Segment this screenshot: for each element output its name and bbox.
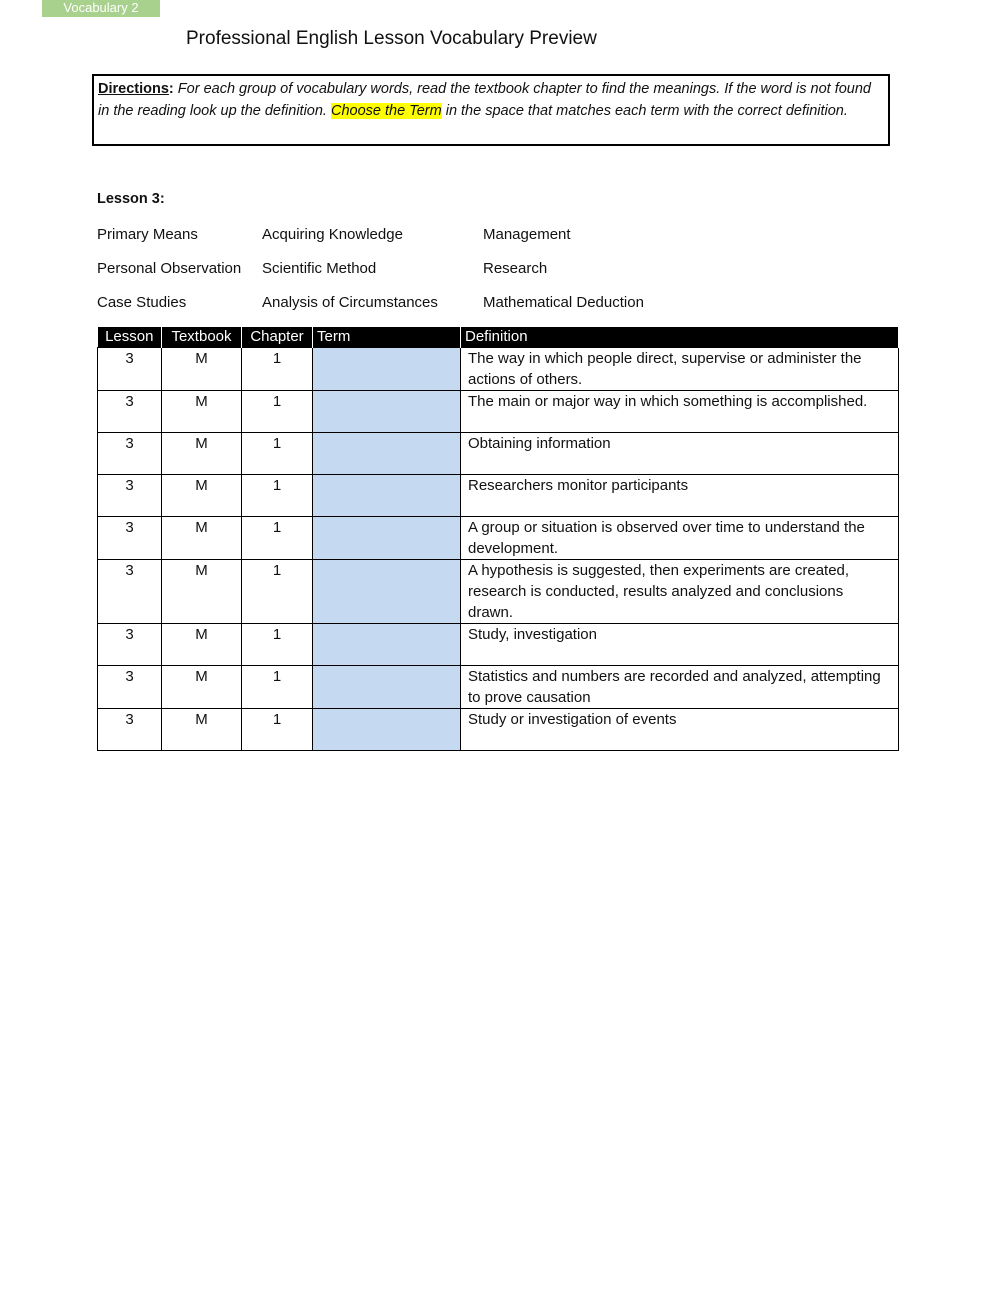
term-input[interactable]: [313, 433, 460, 473]
cell-chapter: 1: [242, 666, 313, 709]
cell-term[interactable]: [313, 348, 461, 391]
cell-term[interactable]: [313, 433, 461, 475]
directions-highlight: Choose the Term: [330, 103, 442, 119]
term-input[interactable]: [313, 391, 460, 431]
table-row: [98, 709, 899, 751]
word-bank-item: Scientific Method: [262, 260, 377, 277]
table-row: [98, 391, 899, 433]
cell-lesson: 3: [98, 517, 162, 560]
cell-term[interactable]: [313, 709, 461, 751]
page-title: Professional English Lesson Vocabulary Preview: [186, 28, 597, 49]
term-input[interactable]: [313, 475, 460, 515]
header-term: Term: [313, 327, 461, 348]
header-lesson: Lesson: [98, 327, 162, 348]
cell-definition: Researchers monitor participants: [461, 475, 899, 517]
word-bank-item: Mathematical Deduction: [483, 294, 644, 311]
directions-box: [92, 74, 890, 146]
worksheet-tab[interactable]: Vocabulary 2: [42, 0, 160, 17]
directions-text: For each group of vocabulary words, read the textbook chapter to find the meanings. If the word is not found in the reading look up the definition.: [98, 81, 871, 119]
cell-definition: Statistics and numbers are recorded and analyzed, attempting to prove causation: [461, 666, 899, 709]
cell-term[interactable]: [313, 391, 461, 433]
cell-lesson: 3: [98, 709, 162, 751]
cell-textbook: M: [162, 666, 242, 709]
cell-definition: Obtaining information: [461, 433, 899, 475]
cell-chapter: 1: [242, 709, 313, 751]
word-bank-item: Case Studies: [97, 294, 187, 311]
cell-definition: A group or situation is observed over time to understand the development.: [461, 517, 899, 560]
cell-lesson: 3: [98, 433, 162, 475]
header-definition: Definition: [461, 327, 899, 348]
lesson-label: Lesson 3:: [97, 191, 165, 207]
cell-term[interactable]: [313, 624, 461, 666]
table-row: [98, 348, 899, 391]
table-row: [98, 624, 899, 666]
term-input[interactable]: [313, 666, 460, 706]
cell-textbook: M: [162, 391, 242, 433]
word-bank-item: Research: [483, 260, 548, 277]
vocabulary-table: [97, 327, 899, 751]
cell-chapter: 1: [242, 475, 313, 517]
cell-textbook: M: [162, 560, 242, 624]
cell-lesson: 3: [98, 348, 162, 391]
word-bank-item: Management: [483, 226, 571, 243]
table-row: [98, 560, 899, 624]
word-bank-item: Primary Means: [97, 226, 198, 243]
cell-chapter: 1: [242, 348, 313, 391]
word-bank-item: Personal Observation: [97, 260, 242, 277]
cell-definition: Study, investigation: [461, 624, 899, 666]
cell-textbook: M: [162, 348, 242, 391]
cell-term[interactable]: [313, 666, 461, 709]
directions-colon: :: [168, 81, 174, 97]
cell-textbook: M: [162, 433, 242, 475]
cell-definition: A hypothesis is suggested, then experiments are created, research is conducted, results analyzed and conclusions drawn.: [461, 560, 899, 624]
cell-term[interactable]: [313, 475, 461, 517]
table-header-row: [98, 327, 899, 348]
directions-label: Directions: [98, 81, 169, 97]
directions-text-end: in the space that matches each term with the correct definition.: [441, 103, 848, 119]
table-row: [98, 666, 899, 709]
cell-term[interactable]: [313, 517, 461, 560]
cell-chapter: 1: [242, 391, 313, 433]
term-input[interactable]: [313, 624, 460, 664]
cell-term[interactable]: [313, 560, 461, 624]
cell-chapter: 1: [242, 433, 313, 475]
table-row: [98, 517, 899, 560]
cell-chapter: 1: [242, 517, 313, 560]
term-input[interactable]: [313, 709, 460, 749]
cell-definition: Study or investigation of events: [461, 709, 899, 751]
cell-definition: The main or major way in which something is accomplished.: [461, 391, 899, 433]
cell-textbook: M: [162, 709, 242, 751]
cell-lesson: 3: [98, 475, 162, 517]
term-input[interactable]: [313, 517, 460, 557]
cell-textbook: M: [162, 475, 242, 517]
table-row: [98, 433, 899, 475]
cell-textbook: M: [162, 517, 242, 560]
cell-textbook: M: [162, 624, 242, 666]
table-row: [98, 475, 899, 517]
cell-lesson: 3: [98, 624, 162, 666]
header-textbook: Textbook: [162, 327, 242, 348]
cell-lesson: 3: [98, 666, 162, 709]
header-chapter: Chapter: [242, 327, 313, 348]
cell-chapter: 1: [242, 560, 313, 624]
term-input[interactable]: [313, 348, 460, 388]
cell-definition: The way in which people direct, supervise or administer the actions of others.: [461, 348, 899, 391]
cell-lesson: 3: [98, 560, 162, 624]
cell-chapter: 1: [242, 624, 313, 666]
term-input[interactable]: [313, 560, 460, 600]
cell-lesson: 3: [98, 391, 162, 433]
word-bank-item: Acquiring Knowledge: [262, 226, 403, 243]
word-bank-item: Analysis of Circumstances: [262, 294, 438, 311]
